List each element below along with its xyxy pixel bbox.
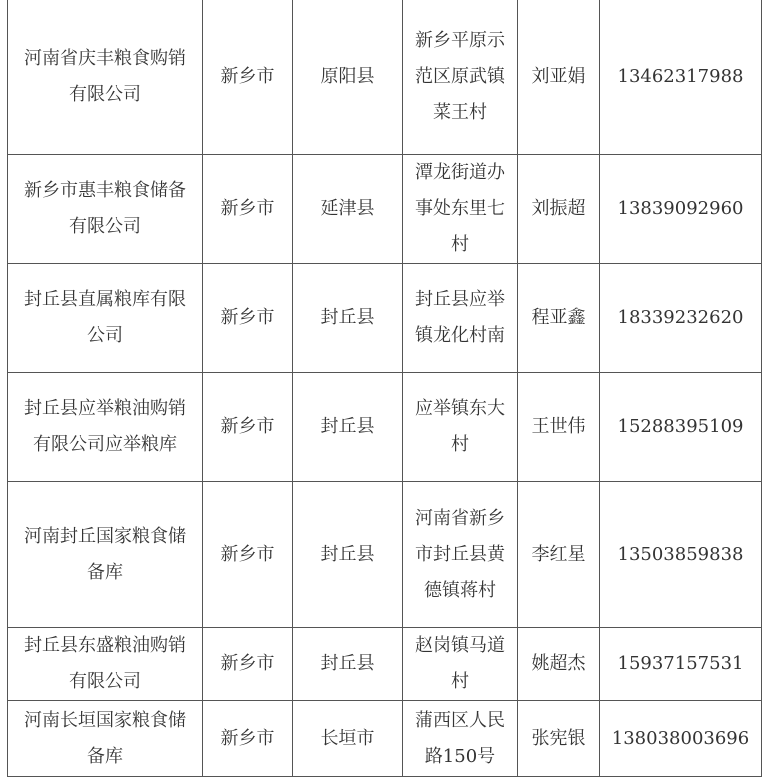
phone-cell: 15937157531 bbox=[600, 628, 762, 701]
phone-cell: 13839092960 bbox=[600, 155, 762, 264]
company-cell: 河南封丘国家粮食储备库 bbox=[8, 482, 203, 628]
contact-cell: 姚超杰 bbox=[518, 628, 600, 701]
company-cell: 新乡市惠丰粮食储备有限公司 bbox=[8, 155, 203, 264]
company-cell: 河南省庆丰粮食购销有限公司 bbox=[8, 0, 203, 155]
city-cell: 新乡市 bbox=[203, 373, 293, 482]
grain-depot-table bbox=[7, 0, 762, 777]
table-row bbox=[8, 482, 762, 628]
company-cell: 封丘县应举粮油购销有限公司应举粮库 bbox=[8, 373, 203, 482]
city-cell: 新乡市 bbox=[203, 628, 293, 701]
phone-cell: 13462317988 bbox=[600, 0, 762, 155]
city-cell: 新乡市 bbox=[203, 482, 293, 628]
table-row bbox=[8, 155, 762, 264]
address-cell: 应举镇东大村 bbox=[403, 373, 518, 482]
table-row bbox=[8, 0, 762, 155]
phone-cell: 138038003696 bbox=[600, 701, 762, 777]
city-cell: 新乡市 bbox=[203, 155, 293, 264]
county-cell: 封丘县 bbox=[293, 264, 403, 373]
county-cell: 长垣市 bbox=[293, 701, 403, 777]
county-cell: 封丘县 bbox=[293, 628, 403, 701]
phone-cell: 13503859838 bbox=[600, 482, 762, 628]
city-cell: 新乡市 bbox=[203, 264, 293, 373]
table-row bbox=[8, 628, 762, 701]
address-cell: 蒲西区人民路150号 bbox=[403, 701, 518, 777]
contact-cell: 程亚鑫 bbox=[518, 264, 600, 373]
table-row bbox=[8, 701, 762, 777]
contact-cell: 张宪银 bbox=[518, 701, 600, 777]
city-cell: 新乡市 bbox=[203, 701, 293, 777]
table-row bbox=[8, 373, 762, 482]
county-cell: 封丘县 bbox=[293, 373, 403, 482]
address-cell: 河南省新乡市封丘县黄德镇蒋村 bbox=[403, 482, 518, 628]
company-cell: 封丘县东盛粮油购销有限公司 bbox=[8, 628, 203, 701]
county-cell: 延津县 bbox=[293, 155, 403, 264]
county-cell: 原阳县 bbox=[293, 0, 403, 155]
address-cell: 赵岗镇马道村 bbox=[403, 628, 518, 701]
county-cell: 封丘县 bbox=[293, 482, 403, 628]
contact-cell: 刘振超 bbox=[518, 155, 600, 264]
company-cell: 河南长垣国家粮食储备库 bbox=[8, 701, 203, 777]
contact-cell: 王世伟 bbox=[518, 373, 600, 482]
contact-cell: 李红星 bbox=[518, 482, 600, 628]
city-cell: 新乡市 bbox=[203, 0, 293, 155]
phone-cell: 15288395109 bbox=[600, 373, 762, 482]
address-cell: 封丘县应举镇龙化村南 bbox=[403, 264, 518, 373]
address-cell: 新乡平原示范区原武镇菜王村 bbox=[403, 0, 518, 155]
phone-cell: 18339232620 bbox=[600, 264, 762, 373]
contact-cell: 刘亚娟 bbox=[518, 0, 600, 155]
table-row bbox=[8, 264, 762, 373]
address-cell: 潭龙街道办事处东里七村 bbox=[403, 155, 518, 264]
company-cell: 封丘县直属粮库有限公司 bbox=[8, 264, 203, 373]
